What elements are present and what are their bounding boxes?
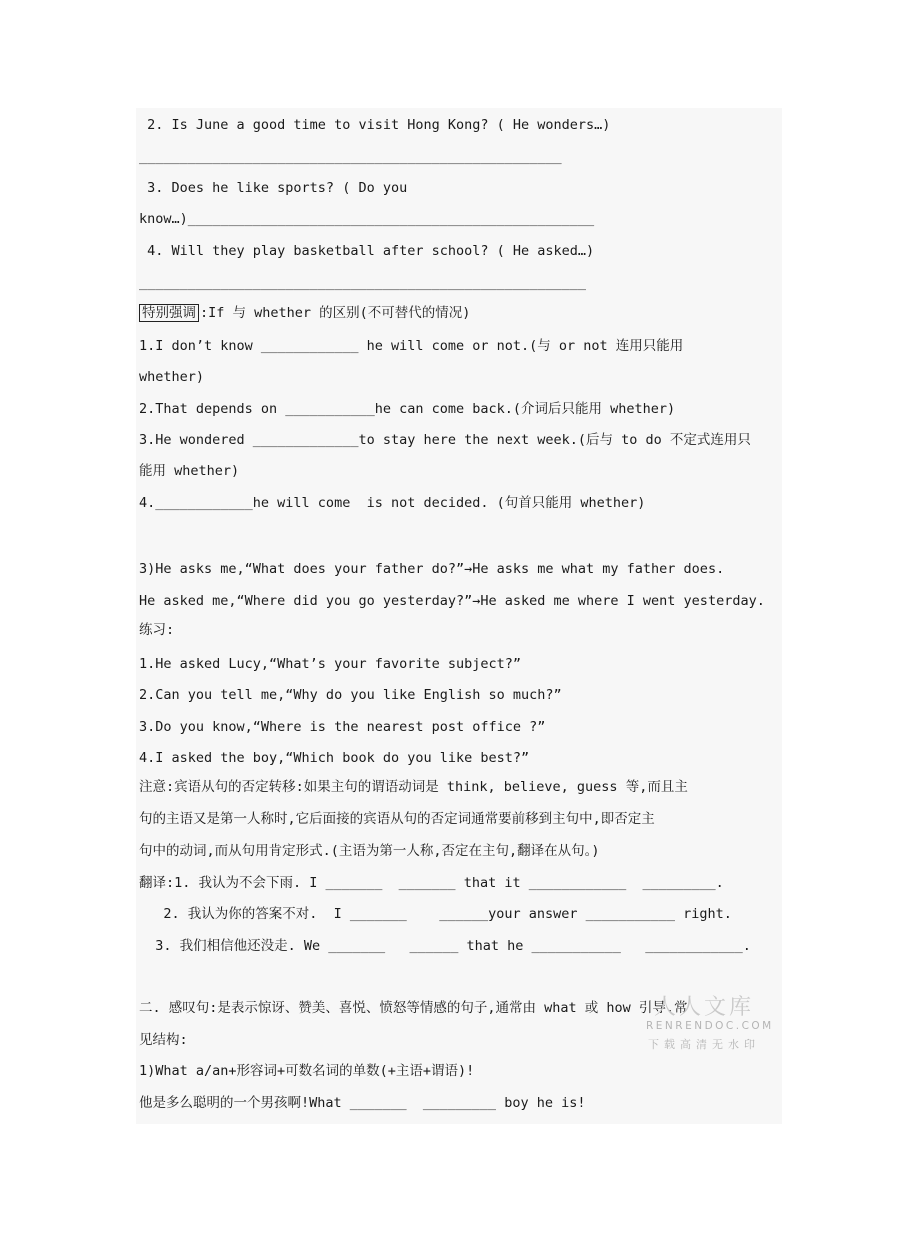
watermark	[646, 990, 776, 1052]
if-whether-line-1: 1.I don’t know ____________ he will come or not.(与 or not 连用只能用	[139, 338, 684, 354]
practice-item-3: 3.Do you know,“Where is the nearest post office ?”	[139, 719, 546, 735]
answer-blank-2: ____________________________________________________	[139, 149, 562, 165]
watermark-tagline: 下载高清无水印	[648, 1038, 760, 1051]
translation-item-2: 2. 我认为你的答案不对. I _______ ______your answer ___________ right.	[139, 906, 732, 922]
exclamation-heading-cont: 见结构:	[139, 1032, 188, 1048]
if-whether-line-3: 3.He wondered _____________to stay here the next week.(后与 to do 不定式连用只	[139, 432, 751, 448]
if-whether-line-1-cont: whether)	[139, 369, 205, 385]
exercise-line-2: 2. Is June a good time to visit Hong Kong? ( He wonders…)	[139, 117, 611, 133]
if-whether-line-2: 2.That depends on ___________he can come back.(介词后只能用 whether)	[139, 401, 676, 417]
translation-item-1: 翻译:1. 我认为不会下雨. I _______ _______ that it ____________ _________.	[139, 875, 724, 891]
reported-speech-example-2: He asked me,“Where did you go yesterday?”→He asked me where I went yesterday.	[139, 593, 765, 609]
if-whether-line-4: 4.____________he will come is not decided. (句首只能用 whether)	[139, 495, 646, 511]
emphasis-box-label: 特别强调	[139, 304, 199, 322]
practice-item-1: 1.He asked Lucy,“What’s your favorite subject?”	[139, 656, 522, 672]
if-whether-line-3-cont: 能用 whether)	[139, 463, 240, 479]
note-line-2: 句的主语又是第一人称时,它后面接的宾语从句的否定词通常要前移到主句中,即否定主	[139, 811, 655, 827]
emphasis-heading	[139, 303, 470, 323]
answer-blank-3: know…)__________________________________________________	[139, 211, 595, 227]
note-line-3: 句中的动词,而从句用肯定形式.(主语为第一人称,否定在主句,翻译在从句。)	[139, 843, 600, 859]
structure-1: 1)What a/an+形容词+可数名词的单数(+主语+谓语)!	[139, 1063, 475, 1079]
practice-item-2: 2.Can you tell me,“Why do you like English so much?”	[139, 687, 562, 703]
translation-item-3: 3. 我们相信他还没走. We _______ ______ that he ___________ ____________.	[139, 938, 751, 954]
practice-item-4: 4.I asked the boy,“Which book do you like best?”	[139, 750, 530, 766]
emphasis-heading-text: :If 与 whether 的区别(不可替代的情况)	[200, 305, 471, 321]
answer-blank-4: _______________________________________________________	[139, 275, 587, 291]
document-page	[136, 108, 782, 1124]
watermark-logo-text: 人人文库	[654, 995, 755, 1020]
practice-heading: 练习:	[139, 622, 175, 638]
watermark-site: RENRENDOC.COM	[646, 1020, 774, 1032]
note-line-1: 注意:宾语从句的否定转移:如果主句的谓语动词是 think, believe, guess 等,而且主	[139, 779, 688, 795]
structure-1-example: 他是多么聪明的一个男孩啊!What _______ _________ boy he is!	[139, 1095, 586, 1111]
exclamation-heading: 二. 感叹句:是表示惊讶、赞美、喜悦、愤怒等情感的句子,通常由 what 或 how 引导.常	[139, 1000, 688, 1016]
exercise-line-3: 3. Does he like sports? ( Do you	[139, 180, 408, 196]
exercise-line-4: 4. Will they play basketball after school? ( He asked…)	[139, 243, 595, 259]
reported-speech-example-1: 3)He asks me,“What does your father do?”→He asks me what my father does.	[139, 561, 725, 577]
